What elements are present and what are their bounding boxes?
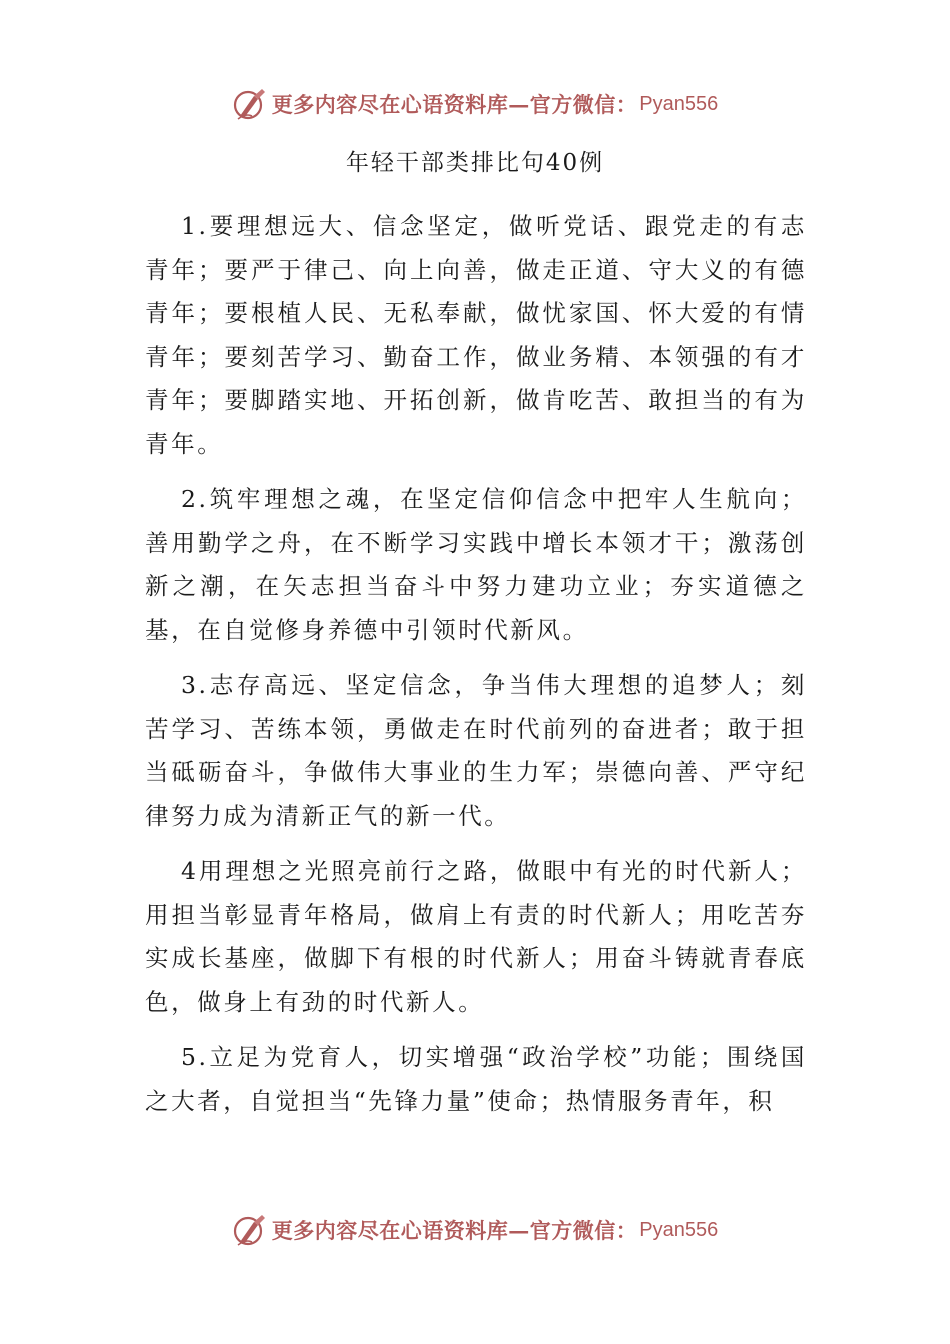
- paragraph-5: 5.立足为党育人，切实增强“政治学校”功能；围绕国之大者，自觉担当“先锋力量”使命；热情服务青年，积: [145, 1043, 807, 1115]
- paragraph-1: 1.要理想远大、信念坚定，做听党话、跟党走的有志青年；要严于律己、向上向善，做走正道、守大义的有德青年；要根植人民、无私奉献，做忧家国、怀大爱的有情青年；要刻苦学习、勤奋工作，做业务精、本领强的有才青年；要脚踏实地、开拓创新，做肯吃苦、敢担当的有为青年。: [145, 212, 807, 458]
- pen-logo-icon: [232, 86, 268, 122]
- footer-watermark-banner: [0, 1210, 950, 1250]
- document-title: 年轻干部类排比句40例: [345, 150, 605, 176]
- pen-logo-icon: [232, 1212, 268, 1248]
- banner-text: 更多内容尽在心语资料库—官方微信：: [271, 92, 638, 117]
- paragraph-4: 4用理想之光照亮前行之路，做眼中有光的时代新人；用担当彰显青年格局，做肩上有责的时代新人；用吃苦夯实成长基座，做脚下有根的时代新人；用奋斗铸就青春底色，做身上有劲的时代新人。: [145, 857, 807, 1016]
- banner-wechat-id: Pyan556: [639, 1218, 719, 1241]
- banner-text: 更多内容尽在心语资料库—官方微信：: [271, 1218, 638, 1243]
- banner-wechat-id: Pyan556: [639, 92, 719, 115]
- paragraph-3: 3.志存高远、坚定信念，争当伟大理想的追梦人；刻苦学习、苦练本领，勇做走在时代前列的奋进者；敢于担当砥砺奋斗，争做伟大事业的生力军；崇德向善、严守纪律努力成为清新正气的新一代。: [145, 671, 807, 830]
- header-watermark-banner: [0, 84, 950, 124]
- paragraph-2: 2.筑牢理想之魂，在坚定信仰信念中把牢人生航向；善用勤学之舟，在不断学习实践中增长本领才干；激荡创新之潮，在矢志担当奋斗中努力建功立业；夯实道德之基，在自觉修身养德中引领时代新风。: [145, 485, 807, 644]
- document-body: [145, 205, 807, 1135]
